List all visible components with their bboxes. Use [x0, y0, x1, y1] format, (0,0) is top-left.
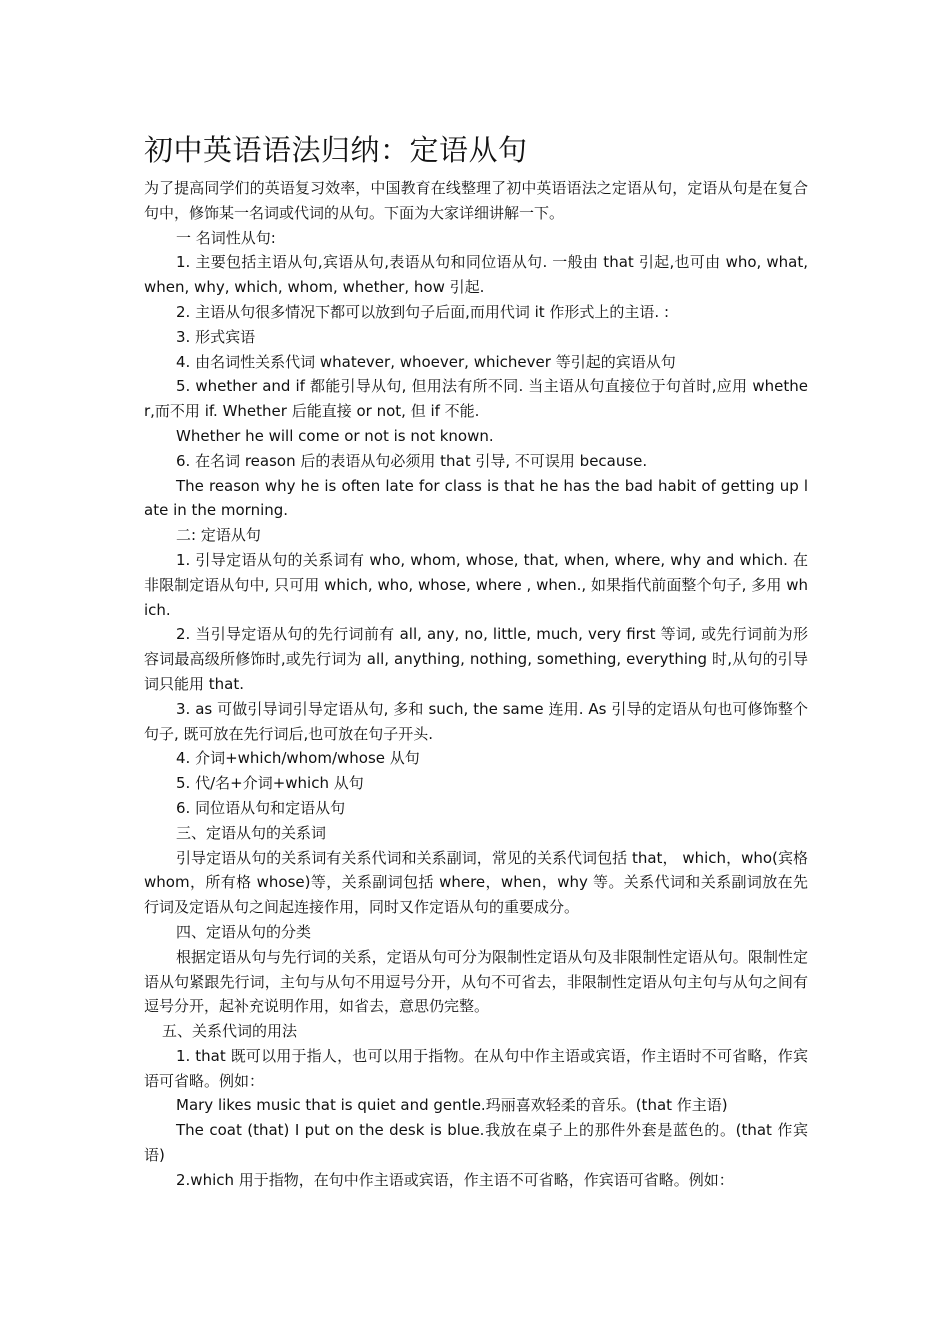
document-page — [144, 128, 808, 1193]
paragraph: 6. 在名词 reason 后的表语从句必须用 that 引导, 不可误用 because. — [176, 451, 648, 470]
paragraph: 1. 主要包括主语从句,宾语从句,表语从句和同位语从句. 一般由 that 引起,也可由 who, what, when, why, which, whom, whether, how 引起. — [144, 253, 808, 297]
paragraph: 3. as 可做引导词引导定语从句, 多和 such, the same 连用. As 引导的定语从句也可修饰整个句子, 既可放在先行词后,也可放在句子开头. — [144, 699, 808, 743]
paragraph: 4. 由名词性关系代词 whatever, whoever, whichever 等引起的宾语从句 — [176, 352, 676, 371]
section-heading-relative-pronouns: 五、关系代词的用法 — [162, 1022, 298, 1041]
document-title: 初中英语语法归纳：定语从句 — [144, 133, 528, 167]
paragraph: 1. 引导定语从句的关系词有 who, whom, whose, that, when, where, why and which. 在非限制定语从句中, 只可用 which, who, whose, where , when., 如果指代前面整个句子, 多用 which. — [144, 550, 808, 619]
section-heading-classification: 四、定语从句的分类 — [176, 922, 312, 941]
paragraph: 5. 代/名+介词+which 从句 — [176, 774, 364, 793]
example-sentence: Mary likes music that is quiet and gentle.玛丽喜欢轻柔的音乐。(that 作主语) — [176, 1096, 728, 1115]
example-sentence: The coat (that) I put on the desk is blue.我放在桌子上的那件外套是蓝色的。(that 作宾语) — [144, 1121, 808, 1165]
paragraph: 4. 介词+which/whom/whose 从句 — [176, 749, 420, 768]
paragraph: 2. 当引导定语从句的先行词前有 all, any, no, little, much, very first 等词, 或先行词前为形容词最高级所修饰时,或先行词为 all, anything, nothing, something, everything 时,从句的引导词只能用 that. — [144, 625, 808, 693]
paragraph: 5. whether and if 都能引导从句, 但用法有所不同. 当主语从句直接位于句首时,应用 whether,而不用 if. Whether 后能直接 or not, 但 if 不能. — [144, 377, 808, 421]
example-sentence: Whether he will come or not is not known. — [176, 426, 494, 445]
paragraph: 6. 同位语从句和定语从句 — [176, 798, 346, 817]
paragraph: 1. that 既可以用于指人，也可以用于指物。在从句中作主语或宾语，作主语时不可省略，作宾语可省略。例如： — [144, 1046, 808, 1090]
paragraph: 2. 主语从句很多情况下都可以放到句子后面,而用代词 it 作形式上的主语. : — [176, 302, 670, 321]
paragraph: 根据定语从句与先行词的关系，定语从句可分为限制性定语从句及非限制性定语从句。限制性定语从句紧跟先行词，主句与从句不用逗号分开，从句不可省去，非限制性定语从句主句与从句之间有逗号分开，起补充说明作用，如省去，意思仍完整。 — [144, 947, 808, 1016]
intro-paragraph: 为了提高同学们的英语复习效率，中国教育在线整理了初中英语语法之定语从句，定语从句是在复合句中，修饰某一名词或代词的从句。下面为大家详细讲解一下。 — [144, 179, 808, 222]
paragraph: 3. 形式宾语 — [176, 327, 256, 346]
section-heading-noun-clauses: 一 名词性从句: — [176, 228, 276, 247]
example-sentence: The reason why he is often late for class is that he has the bad habit of getting up late in the morning. — [144, 476, 808, 520]
paragraph: 2.which 用于指物，在句中作主语或宾语，作主语不可省略，作宾语可省略。例如： — [176, 1170, 734, 1189]
section-heading-attributive-clauses: 二: 定语从句 — [176, 526, 261, 545]
section-heading-relative-words: 三、定语从句的关系词 — [176, 823, 327, 842]
paragraph: 引导定语从句的关系词有关系代词和关系副词，常见的关系代词包括 that， which，who(宾格 whom，所有格 whose)等，关系副词包括 where，when，why 等。关系代词和关系副词放在先行词及定语从句之间起连接作用，同时又作定语从句的重要成分。 — [144, 848, 808, 917]
